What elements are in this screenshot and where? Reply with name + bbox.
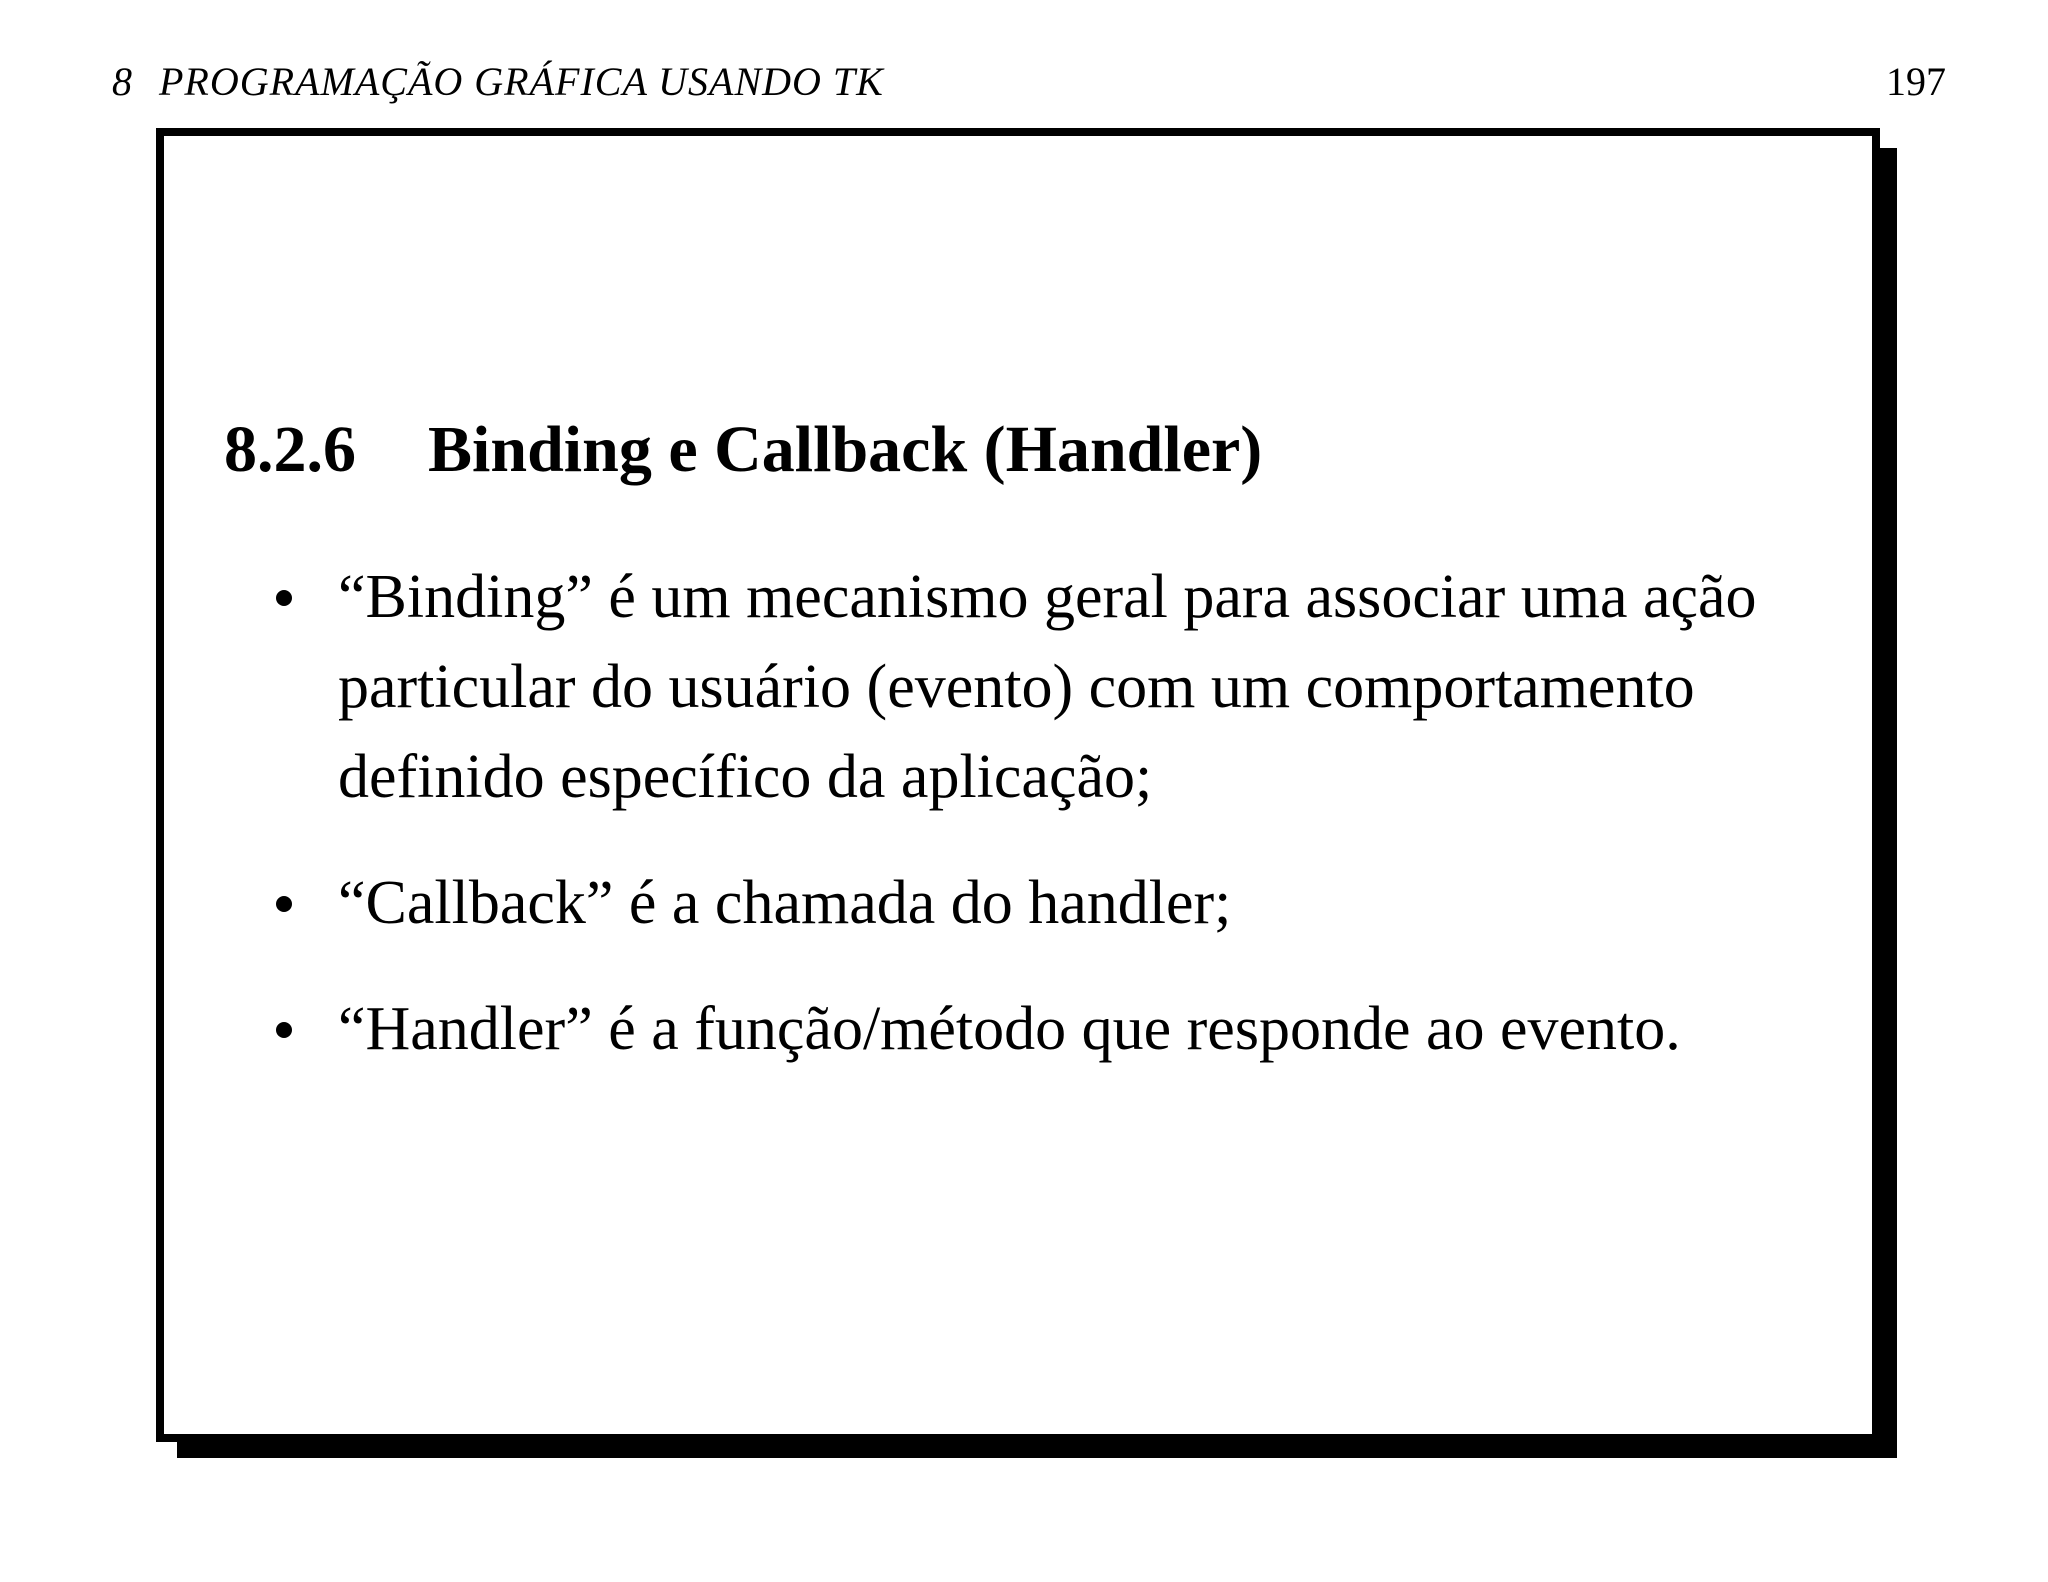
section-heading	[224, 410, 1262, 490]
bullet-item	[260, 552, 1790, 822]
bullet-text: “Binding” é um mecanismo geral para associar uma ação particular do usuário (evento) com um comportamento definido específico da aplicação;	[338, 563, 1757, 811]
bullet-item	[260, 984, 1790, 1074]
section-number: 8.2.6	[224, 413, 356, 486]
bullet-dot-icon	[276, 590, 292, 606]
page-number: 197	[1886, 59, 1946, 104]
chapter-title: PROGRAMAÇÃO GRÁFICA USANDO TK	[159, 59, 884, 104]
running-head	[112, 58, 884, 106]
bullet-text: “Handler” é a função/método que responde ao evento.	[338, 995, 1681, 1063]
bullet-dot-icon	[276, 896, 292, 912]
section-title: Binding e Callback (Handler)	[428, 413, 1263, 486]
chapter-number: 8	[112, 59, 133, 104]
bullet-dot-icon	[276, 1022, 292, 1038]
bullet-item	[260, 858, 1790, 948]
bullet-text: “Callback” é a chamada do handler;	[338, 869, 1232, 937]
bullet-list	[260, 552, 1790, 1110]
